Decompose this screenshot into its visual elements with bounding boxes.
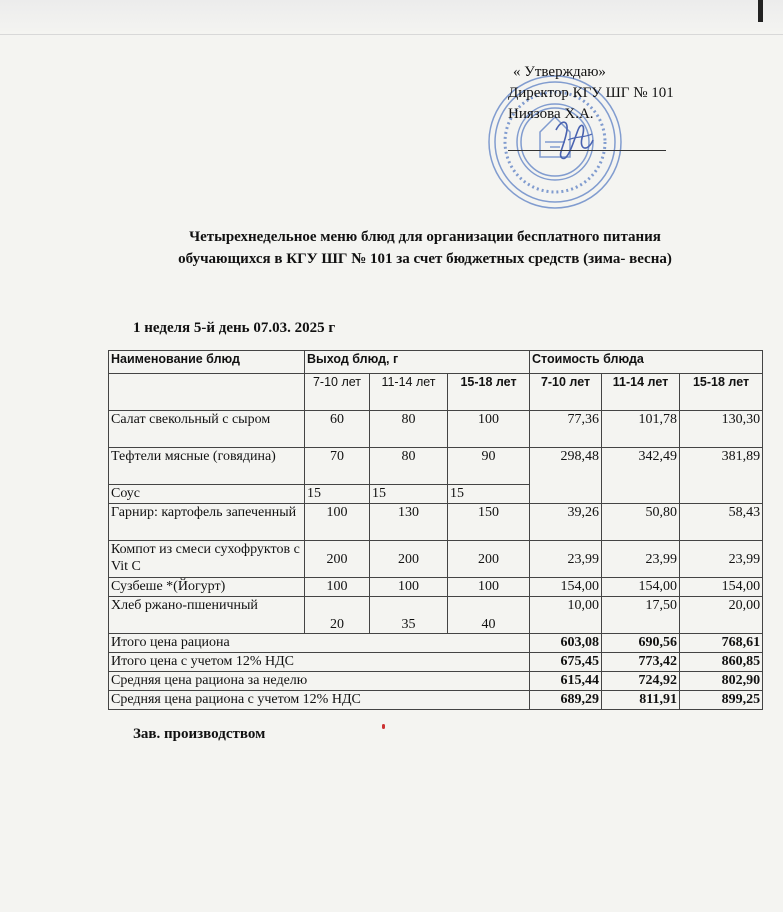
total-15-18: 802,90 [680,672,763,691]
table-row [109,411,763,448]
signature-line [508,150,666,151]
dish-name: Соус [109,485,305,504]
dish-name: Компот из смеси сухофруктов с Vit C [109,541,305,578]
output-11-14: 15 [370,485,448,504]
dish-name: Сузбеше *(Йогурт) [109,578,305,597]
header-output-age1: 7-10 лет [305,374,370,411]
total-label: Средняя цена рациона за неделю [109,672,530,691]
dish-name: Хлеб ржано-пшеничный [109,597,305,634]
approval-line-1: « Утверждаю» [513,64,606,80]
totals-row [109,653,763,672]
cost-15-18: 23,99 [680,541,763,578]
cost-15-18: 20,00 [680,597,763,634]
output-15-18: 40 [448,597,530,634]
total-label: Средняя цена рациона с учетом 12% НДС [109,691,530,710]
output-7-10: 20 [305,597,370,634]
document-title [110,226,740,270]
output-7-10: 70 [305,448,370,485]
cost-7-10: 154,00 [530,578,602,597]
dish-name: Тефтели мясные (говядина) [109,448,305,485]
header-cost: Стоимость блюда [530,351,763,374]
cost-11-14: 154,00 [602,578,680,597]
cost-11-14: 101,78 [602,411,680,448]
title-line-1: Четырехнедельное меню блюд для организации бесплатного питания [189,229,661,245]
output-15-18: 100 [448,578,530,597]
output-7-10: 100 [305,504,370,541]
total-15-18: 768,61 [680,634,763,653]
totals-row [109,691,763,710]
header-output-age3: 15-18 лет [448,374,530,411]
dish-name: Салат свекольный с сыром [109,411,305,448]
totals-row [109,634,763,653]
table-row [109,541,763,578]
output-11-14: 80 [370,411,448,448]
total-label: Итого цена рациона [109,634,530,653]
header-age-row [109,374,763,411]
scan-mark [758,0,763,22]
output-7-10: 60 [305,411,370,448]
cost-11-14: 17,50 [602,597,680,634]
total-11-14: 773,42 [602,653,680,672]
output-11-14: 200 [370,541,448,578]
total-11-14: 811,91 [602,691,680,710]
cost-7-10: 298,48 [530,448,602,504]
cost-7-10: 10,00 [530,597,602,634]
output-7-10: 15 [305,485,370,504]
header-output: Выход блюд, г [305,351,530,374]
total-label: Итого цена с учетом 12% НДС [109,653,530,672]
total-7-10: 615,44 [530,672,602,691]
header-output-age2: 11-14 лет [370,374,448,411]
cost-11-14: 342,49 [602,448,680,504]
total-7-10: 603,08 [530,634,602,653]
cost-7-10: 23,99 [530,541,602,578]
menu-day-subtitle: 1 неделя 5-й день 07.03. 2025 г [133,320,336,336]
cost-15-18: 58,43 [680,504,763,541]
scan-edge [0,0,783,35]
total-7-10: 675,45 [530,653,602,672]
cost-11-14: 50,80 [602,504,680,541]
header-cost-age1: 7-10 лет [530,374,602,411]
output-15-18: 150 [448,504,530,541]
header-cost-age3: 15-18 лет [680,374,763,411]
cost-7-10: 39,26 [530,504,602,541]
output-11-14: 100 [370,578,448,597]
total-15-18: 899,25 [680,691,763,710]
cost-15-18: 154,00 [680,578,763,597]
output-15-18: 100 [448,411,530,448]
total-11-14: 724,92 [602,672,680,691]
menu-table [108,350,763,710]
approval-line-2: Директор КГУ ШГ № 101 [508,85,674,101]
title-line-2: обучающихся в КГУ ШГ № 101 за счет бюджетных средств (зима- весна) [178,251,672,267]
table-row [109,504,763,541]
cost-15-18: 381,89 [680,448,763,504]
table-row [109,597,763,634]
totals-row [109,672,763,691]
output-11-14: 80 [370,448,448,485]
output-7-10: 100 [305,578,370,597]
table-row [109,448,763,485]
header-empty [109,374,305,411]
cost-11-14: 23,99 [602,541,680,578]
cost-7-10: 77,36 [530,411,602,448]
ink-mark [382,724,385,729]
total-11-14: 690,56 [602,634,680,653]
table-row [109,578,763,597]
total-15-18: 860,85 [680,653,763,672]
total-7-10: 689,29 [530,691,602,710]
output-11-14: 35 [370,597,448,634]
output-15-18: 200 [448,541,530,578]
output-15-18: 15 [448,485,530,504]
footer-signature-label: Зав. производством [133,726,266,742]
header-cost-age2: 11-14 лет [602,374,680,411]
output-7-10: 200 [305,541,370,578]
header-row [109,351,763,374]
approval-block [508,62,674,125]
output-11-14: 130 [370,504,448,541]
output-15-18: 90 [448,448,530,485]
dish-name: Гарнир: картофель запеченный [109,504,305,541]
cost-15-18: 130,30 [680,411,763,448]
approval-line-3: Ниязова Х.А. [508,106,594,122]
header-name: Наименование блюд [109,351,305,374]
